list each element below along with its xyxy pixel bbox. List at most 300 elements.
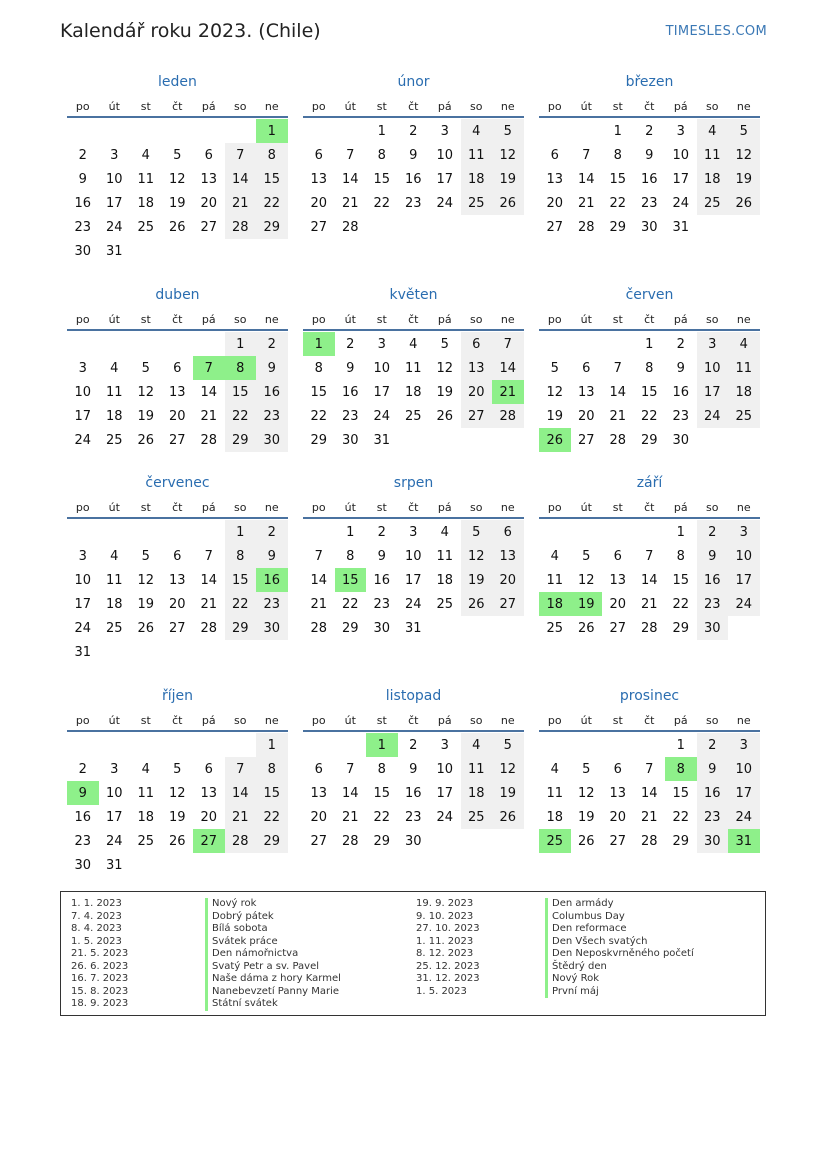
day: 22 (373, 809, 391, 825)
day-grid (303, 119, 524, 239)
weekday-header (303, 710, 524, 732)
legend-holiday-date: 25. 12. 2023 (416, 960, 480, 972)
weekday-label: po (75, 714, 90, 727)
weekday-label: po (75, 501, 90, 514)
day: 22 (341, 596, 359, 612)
legend-holiday-name: Naše dáma z hory Karmel (205, 973, 341, 986)
day: 10 (404, 548, 422, 564)
month-1 (67, 72, 288, 263)
empty-cell (225, 853, 257, 877)
day: 7 (492, 332, 524, 356)
weekday-header (67, 710, 288, 732)
day: 25 (105, 620, 123, 636)
month-name: únor (397, 74, 430, 90)
weekday-label: so (706, 100, 719, 113)
day: 2 (409, 737, 418, 753)
month-name: červenec (145, 475, 210, 491)
day: 7 (582, 147, 591, 163)
month-6 (539, 285, 760, 452)
weekday-label: st (612, 714, 623, 727)
legend-holiday-date: 21. 5. 2023 (71, 948, 129, 959)
day: 8 (346, 548, 355, 564)
day: 16 (672, 384, 690, 400)
day: 7 (613, 360, 622, 376)
weekday-label: so (234, 100, 247, 113)
day: 28 (609, 432, 627, 448)
day: 3 (110, 761, 119, 777)
day: 16 (74, 195, 92, 211)
weekday-header (539, 497, 760, 519)
weekday-label: ne (500, 714, 515, 727)
empty-cell (130, 640, 162, 664)
day: 1 (225, 332, 257, 356)
day: 15 (373, 171, 391, 187)
day: 8 (645, 360, 654, 376)
holiday-day: 8 (225, 356, 257, 380)
weekday-label: st (376, 714, 387, 727)
empty-cell (539, 733, 571, 757)
day: 6 (613, 548, 622, 564)
day: 30 (256, 428, 288, 452)
weekday-label: po (311, 100, 326, 113)
legend-holiday-name: Den reformace (545, 923, 694, 936)
weekday-header (539, 309, 760, 331)
legend-holiday-name: Den Všech svatých (545, 936, 694, 949)
day: 23 (697, 592, 729, 616)
holiday-day: 16 (256, 568, 288, 592)
day: 27 (310, 833, 328, 849)
day: 2 (346, 336, 355, 352)
holiday-day: 1 (303, 332, 335, 356)
day: 19 (168, 195, 186, 211)
day: 13 (461, 356, 493, 380)
day: 19 (492, 167, 524, 191)
day: 21 (200, 408, 218, 424)
weekday-label: pá (201, 714, 216, 727)
day: 16 (341, 384, 359, 400)
day: 19 (546, 408, 564, 424)
day: 29 (256, 215, 288, 239)
day: 13 (200, 171, 218, 187)
day: 3 (409, 524, 418, 540)
day: 19 (137, 408, 155, 424)
day: 30 (373, 620, 391, 636)
weekday-label: so (470, 714, 483, 727)
day: 10 (74, 572, 92, 588)
day: 17 (672, 171, 690, 187)
day: 3 (110, 147, 119, 163)
day: 17 (728, 781, 760, 805)
day: 2 (697, 733, 729, 757)
weekday-label: ne (264, 714, 279, 727)
day: 24 (74, 620, 92, 636)
empty-cell (539, 119, 571, 143)
legend-holiday-name: Nový rok (205, 898, 341, 911)
weekday-label: pá (201, 501, 216, 514)
day: 11 (697, 143, 729, 167)
weekday-label: čt (644, 313, 655, 326)
empty-cell (67, 332, 99, 356)
day: 28 (225, 829, 257, 853)
day: 14 (341, 171, 359, 187)
day: 14 (609, 384, 627, 400)
day: 25 (546, 620, 564, 636)
day: 20 (310, 195, 328, 211)
legend-holiday-name: Nanebevzetí Panny Marie (205, 986, 341, 999)
month-8 (303, 473, 524, 640)
weekday-label: ne (500, 501, 515, 514)
day: 8 (676, 548, 685, 564)
day: 11 (436, 548, 454, 564)
weekday-label: čt (644, 714, 655, 727)
day: 21 (609, 408, 627, 424)
day: 6 (582, 360, 591, 376)
day: 9 (409, 761, 418, 777)
empty-cell (697, 215, 729, 239)
holiday-day: 15 (335, 568, 367, 592)
empty-cell (728, 215, 760, 239)
legend-holiday-name: Den námořnictva (205, 948, 341, 961)
weekday-label: pá (437, 714, 452, 727)
legend-holiday-name: Columbus Day (545, 911, 694, 924)
empty-cell (492, 829, 524, 853)
day: 29 (672, 833, 690, 849)
month-4 (67, 285, 288, 452)
empty-cell (303, 733, 335, 757)
weekday-header (303, 96, 524, 118)
day: 23 (74, 219, 92, 235)
legend-holiday-name: Den armády (545, 898, 694, 911)
day: 10 (436, 147, 454, 163)
day: 12 (461, 544, 493, 568)
weekday-label: út (580, 100, 592, 113)
empty-cell (130, 853, 162, 877)
legend-holiday-date: 27. 10. 2023 (416, 923, 480, 934)
day: 30 (697, 616, 729, 640)
day: 23 (256, 404, 288, 428)
day: 20 (577, 408, 595, 424)
weekday-label: út (108, 501, 120, 514)
day: 13 (310, 171, 328, 187)
day: 5 (492, 733, 524, 757)
day: 2 (409, 123, 418, 139)
day: 10 (672, 147, 690, 163)
day: 18 (137, 809, 155, 825)
day: 25 (436, 596, 454, 612)
day: 2 (78, 761, 87, 777)
day: 27 (310, 219, 328, 235)
weekday-header (303, 497, 524, 519)
day: 15 (256, 167, 288, 191)
day-grid (67, 520, 288, 664)
legend-holiday-date: 15. 8. 2023 (71, 985, 129, 997)
weekday-label: út (108, 714, 120, 727)
day: 30 (256, 616, 288, 640)
day: 14 (200, 572, 218, 588)
weekday-label: st (140, 714, 151, 727)
day: 30 (341, 432, 359, 448)
day: 17 (74, 596, 92, 612)
day: 2 (256, 332, 288, 356)
day: 4 (461, 119, 493, 143)
day: 15 (672, 572, 690, 588)
day: 5 (550, 360, 559, 376)
day: 7 (645, 548, 654, 564)
day: 6 (613, 761, 622, 777)
day: 30 (697, 829, 729, 853)
holiday-day: 19 (571, 592, 603, 616)
empty-cell (728, 616, 760, 640)
day: 19 (492, 781, 524, 805)
empty-cell (193, 853, 225, 877)
day: 18 (697, 167, 729, 191)
day: 10 (105, 171, 123, 187)
month-10 (67, 686, 288, 877)
day: 20 (609, 596, 627, 612)
day: 4 (110, 360, 119, 376)
empty-cell (67, 733, 99, 757)
day: 4 (550, 761, 559, 777)
day: 1 (346, 524, 355, 540)
day: 22 (256, 805, 288, 829)
day: 5 (173, 147, 182, 163)
day: 7 (225, 143, 257, 167)
day-grid (303, 332, 524, 452)
day: 14 (225, 167, 257, 191)
weekday-label: ne (264, 100, 279, 113)
empty-cell (398, 428, 430, 452)
day: 1 (613, 123, 622, 139)
weekday-label: ne (736, 714, 751, 727)
weekday-label: po (547, 714, 562, 727)
empty-cell (492, 215, 524, 239)
weekday-label: po (75, 313, 90, 326)
day: 12 (492, 143, 524, 167)
day-grid (303, 733, 524, 853)
day: 11 (461, 757, 493, 781)
holiday-day: 18 (539, 592, 571, 616)
day: 31 (105, 857, 123, 873)
day: 11 (546, 785, 564, 801)
day: 11 (137, 785, 155, 801)
day: 27 (200, 219, 218, 235)
day: 20 (461, 380, 493, 404)
empty-cell (99, 119, 131, 143)
day: 26 (728, 191, 760, 215)
empty-cell (162, 520, 194, 544)
holiday-day: 7 (193, 356, 225, 380)
empty-cell (461, 215, 493, 239)
day: 28 (341, 219, 359, 235)
day: 11 (728, 356, 760, 380)
day: 15 (609, 171, 627, 187)
weekday-label: so (706, 714, 719, 727)
empty-cell (162, 640, 194, 664)
day: 28 (310, 620, 328, 636)
empty-cell (461, 829, 493, 853)
weekday-label: so (470, 100, 483, 113)
day: 10 (728, 757, 760, 781)
weekday-label: út (344, 100, 356, 113)
day-grid (67, 119, 288, 263)
day: 10 (436, 761, 454, 777)
day: 14 (577, 171, 595, 187)
weekday-label: út (344, 313, 356, 326)
day: 3 (377, 336, 386, 352)
day: 12 (436, 360, 454, 376)
day: 29 (225, 428, 257, 452)
day: 10 (697, 356, 729, 380)
month-name: leden (158, 74, 197, 90)
empty-cell (162, 733, 194, 757)
day: 26 (168, 833, 186, 849)
empty-cell (429, 829, 461, 853)
weekday-header (539, 710, 760, 732)
day: 26 (492, 191, 524, 215)
empty-cell (492, 616, 524, 640)
holiday-day: 8 (665, 757, 697, 781)
weekday-label: pá (673, 100, 688, 113)
legend-holiday-date: 16. 7. 2023 (71, 973, 129, 984)
day: 1 (256, 733, 288, 757)
weekday-label: pá (437, 501, 452, 514)
day: 31 (404, 620, 422, 636)
day: 25 (697, 191, 729, 215)
weekday-label: út (580, 313, 592, 326)
day: 26 (137, 620, 155, 636)
day: 15 (373, 785, 391, 801)
day: 6 (173, 548, 182, 564)
day: 28 (492, 404, 524, 428)
day: 8 (225, 544, 257, 568)
day: 6 (461, 332, 493, 356)
legend-holiday-name: Štědrý den (545, 961, 694, 974)
day: 31 (105, 243, 123, 259)
day: 5 (141, 360, 150, 376)
weekday-header (67, 309, 288, 331)
month-name: srpen (393, 475, 434, 491)
empty-cell (162, 119, 194, 143)
empty-cell (67, 520, 99, 544)
weekday-label: po (311, 501, 326, 514)
day: 4 (550, 548, 559, 564)
day: 24 (373, 408, 391, 424)
day: 7 (346, 761, 355, 777)
day: 24 (436, 195, 454, 211)
day: 24 (105, 833, 123, 849)
day: 25 (461, 191, 493, 215)
empty-cell (225, 119, 257, 143)
day: 4 (110, 548, 119, 564)
day: 7 (204, 548, 213, 564)
day: 27 (492, 592, 524, 616)
day: 22 (609, 195, 627, 211)
empty-cell (429, 428, 461, 452)
day: 29 (341, 620, 359, 636)
weekday-label: út (344, 501, 356, 514)
day: 7 (225, 757, 257, 781)
day: 18 (461, 781, 493, 805)
empty-cell (130, 520, 162, 544)
day: 24 (672, 195, 690, 211)
day: 26 (461, 592, 493, 616)
empty-cell (602, 520, 634, 544)
weekday-label: pá (673, 313, 688, 326)
day: 28 (200, 432, 218, 448)
legend-holiday-name: Svátek práce (205, 936, 341, 949)
day: 3 (440, 737, 449, 753)
day: 20 (168, 596, 186, 612)
month-name: prosinec (619, 688, 680, 704)
empty-cell (303, 119, 335, 143)
day: 3 (728, 733, 760, 757)
day: 10 (74, 384, 92, 400)
weekday-label: st (140, 313, 151, 326)
weekday-header (67, 96, 288, 118)
day: 16 (697, 781, 729, 805)
holiday-day: 1 (256, 119, 288, 143)
weekday-label: čt (408, 313, 419, 326)
legend-names-right (545, 898, 694, 998)
weekday-label: po (311, 313, 326, 326)
day: 8 (377, 761, 386, 777)
day: 24 (436, 809, 454, 825)
day: 14 (640, 572, 658, 588)
legend-holiday-date: 1. 1. 2023 (71, 898, 122, 909)
day: 6 (314, 761, 323, 777)
weekday-label: st (140, 100, 151, 113)
day: 30 (74, 243, 92, 259)
legend-names-left (205, 898, 341, 1011)
day: 4 (141, 761, 150, 777)
day: 26 (436, 408, 454, 424)
weekday-label: po (311, 714, 326, 727)
empty-cell (130, 239, 162, 263)
empty-cell (130, 332, 162, 356)
weekday-label: ne (736, 100, 751, 113)
day: 22 (256, 191, 288, 215)
weekday-label: st (612, 313, 623, 326)
day: 18 (461, 167, 493, 191)
day: 26 (577, 620, 595, 636)
day: 5 (141, 548, 150, 564)
day: 1 (225, 520, 257, 544)
day: 26 (492, 805, 524, 829)
day: 4 (141, 147, 150, 163)
weekday-label: st (376, 501, 387, 514)
day: 17 (728, 568, 760, 592)
day-grid (539, 119, 760, 239)
holiday-day: 25 (539, 829, 571, 853)
day: 15 (310, 384, 328, 400)
empty-cell (130, 119, 162, 143)
day: 22 (225, 404, 257, 428)
weekday-header (303, 309, 524, 331)
weekday-label: čt (172, 501, 183, 514)
month-2 (303, 72, 524, 239)
day: 9 (377, 548, 386, 564)
day: 25 (137, 219, 155, 235)
weekday-label: po (547, 501, 562, 514)
day: 23 (404, 195, 422, 211)
site-brand-link[interactable]: TIMESLES.COM (665, 24, 767, 39)
day: 4 (461, 733, 493, 757)
weekday-label: ne (500, 100, 515, 113)
day: 6 (550, 147, 559, 163)
day: 4 (697, 119, 729, 143)
weekday-label: pá (437, 313, 452, 326)
month-9 (539, 473, 760, 640)
